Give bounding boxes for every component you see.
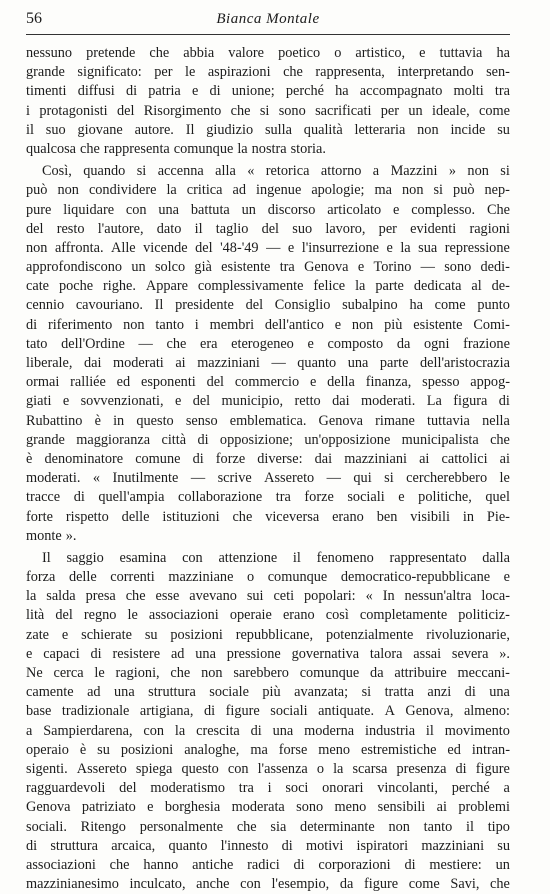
text-line: Genova patriziato e borghesia moderata sono meno sensibili ai problemi: [26, 799, 510, 816]
text-line: forte rispetto delle istituzioni che viceversa erano ben visibili in Pie-: [26, 508, 510, 525]
text-line: tato dell'Ordine — che era eterogeneo e composto da ogni frazione: [26, 335, 510, 352]
text-line: nessuno pretende che abbia valore poetico o artistico, e tuttavia ha: [26, 45, 510, 61]
text-line: il suo giovane autore. Il giudizio sulla qualità letteraria non incide su: [26, 121, 510, 138]
text-line: base tradizionale artigiana, di figure sociali antiquate. A Genova, almeno:: [26, 703, 510, 720]
text-line: grande significato: per le aspirazioni che rappresenta, interpretando sen-: [26, 64, 510, 81]
text-line: approfondiscono un solco già esistente tra Genova e Torino — sono dedi-: [26, 259, 510, 276]
text-line: tracce di quell'ampia collaborazione tra forze sociali e politiche, quel: [26, 489, 510, 506]
text-line: del resto l'autore, dato il taglio del suo lavoro, per evidenti ragioni: [26, 220, 510, 237]
text-line: moderati. « Inutilmente — scrive Assereto — qui si cercherebbero le: [26, 470, 510, 487]
text-line: grande maggioranza città di opposizione; un'opposizione municipalista che: [26, 431, 510, 448]
text-line: associazioni che hanno antiche radici di corporazioni di mestiere: un: [26, 856, 510, 873]
text-line: operaio è su posizioni analoghe, ma forse meno estremistiche ed intran-: [26, 741, 510, 758]
page-number: 56: [26, 10, 42, 27]
text-line: forza delle correnti mazziniane o comunque democratico-repubblicane e: [26, 569, 510, 586]
text-line: pure liquidare con una battuta un discorso articolato e complesso. Che: [26, 201, 510, 218]
text-line: camente ad una struttura sociale più avanzata; si tratta anzi di una: [26, 684, 510, 701]
running-head: [26, 10, 510, 34]
body-text: [26, 44, 510, 894]
text-line: di struttura arcaica, quanto l'innesto di motivi ispiratori mazziniani su: [26, 837, 510, 854]
text-line: liberale, dai moderati ai mazziniani — quanto una parte dell'aristocrazia: [26, 355, 510, 371]
text-line: giati e sovvenzionati, e del municipio, retto dai moderati. La figura di: [26, 393, 510, 410]
text-line: i protagonisti del Risorgimento che si sono sacrificati per un ideale, come: [26, 102, 510, 119]
text-line: monte ».: [26, 527, 77, 544]
text-line: sociali. Ritengo personalmente che sia determinante non tanto il tipo: [26, 818, 510, 835]
text-line: ragguardevoli del moderatismo tra i soci onorari vincolanti, perché a: [26, 780, 510, 797]
text-line: mazzinianesimo inculcato, anche con l'esempio, da figure come Savi, che: [26, 876, 510, 893]
text-line: a Sampierdarena, con la crescita di una moderna industria il movimento: [26, 722, 510, 739]
text-line: zate e schierate su posizioni repubblicane, potenzialmente rivoluzionarie,: [26, 626, 510, 643]
text-line: timenti diffusi di patria e di unione; perché ha accompagnato molti tra: [26, 83, 510, 100]
text-line: la salda presa che esse avevano sui ceti popolari: « In nessun'altra loca-: [26, 588, 510, 605]
text-line: ormai ralliée ed esponenti del commercio e della finanza, spesso appog-: [26, 374, 510, 391]
text-line: Così, quando si accenna alla « retorica attorno a Mazzini » non si: [42, 163, 510, 180]
text-line: non affronta. Alle vicende del '48-'49 — e l'insurrezione e la sua repressione: [26, 239, 510, 256]
text-line: di riferimento non tanto i membri dell'antico e non più esistente Comi-: [26, 316, 510, 333]
running-title: Bianca Montale: [216, 11, 320, 27]
text-line: e capaci di resistere ad una pressione governativa talora assai severa ».: [26, 645, 510, 662]
text-line: Il saggio esamina con attenzione il fenomeno rappresentato dalla: [42, 549, 510, 566]
text-line: lità del regno le associazioni operaie erano così completamente politiciz-: [26, 607, 510, 624]
text-line: cennio cavouriano. Il presidente del Consiglio subalpino ha come punto: [26, 297, 510, 314]
text-line: Rubattino è in questo senso emblematica. Genova rimane tuttavia nella: [26, 412, 510, 429]
text-line: è denominatore comune di forze diverse: dai mazziniani ai cattolici ai: [26, 450, 510, 467]
text-line: cate poche righe. Appare complessivamente felice la parte dedicata al de-: [26, 278, 510, 295]
text-line: sigenti. Assereto spiega questo con l'assenza o la scarsa presenza di figure: [26, 760, 510, 777]
header-rule: [26, 34, 510, 35]
text-line: Ne cerca le ragioni, che non sarebbero comunque da attribuire meccani-: [26, 665, 510, 681]
text-line: può non condividere la critica ad ingenue apologie; ma non si può nep-: [26, 182, 510, 199]
text-line: qualcosa che rappresenta comunque la nostra storia.: [26, 140, 326, 157]
